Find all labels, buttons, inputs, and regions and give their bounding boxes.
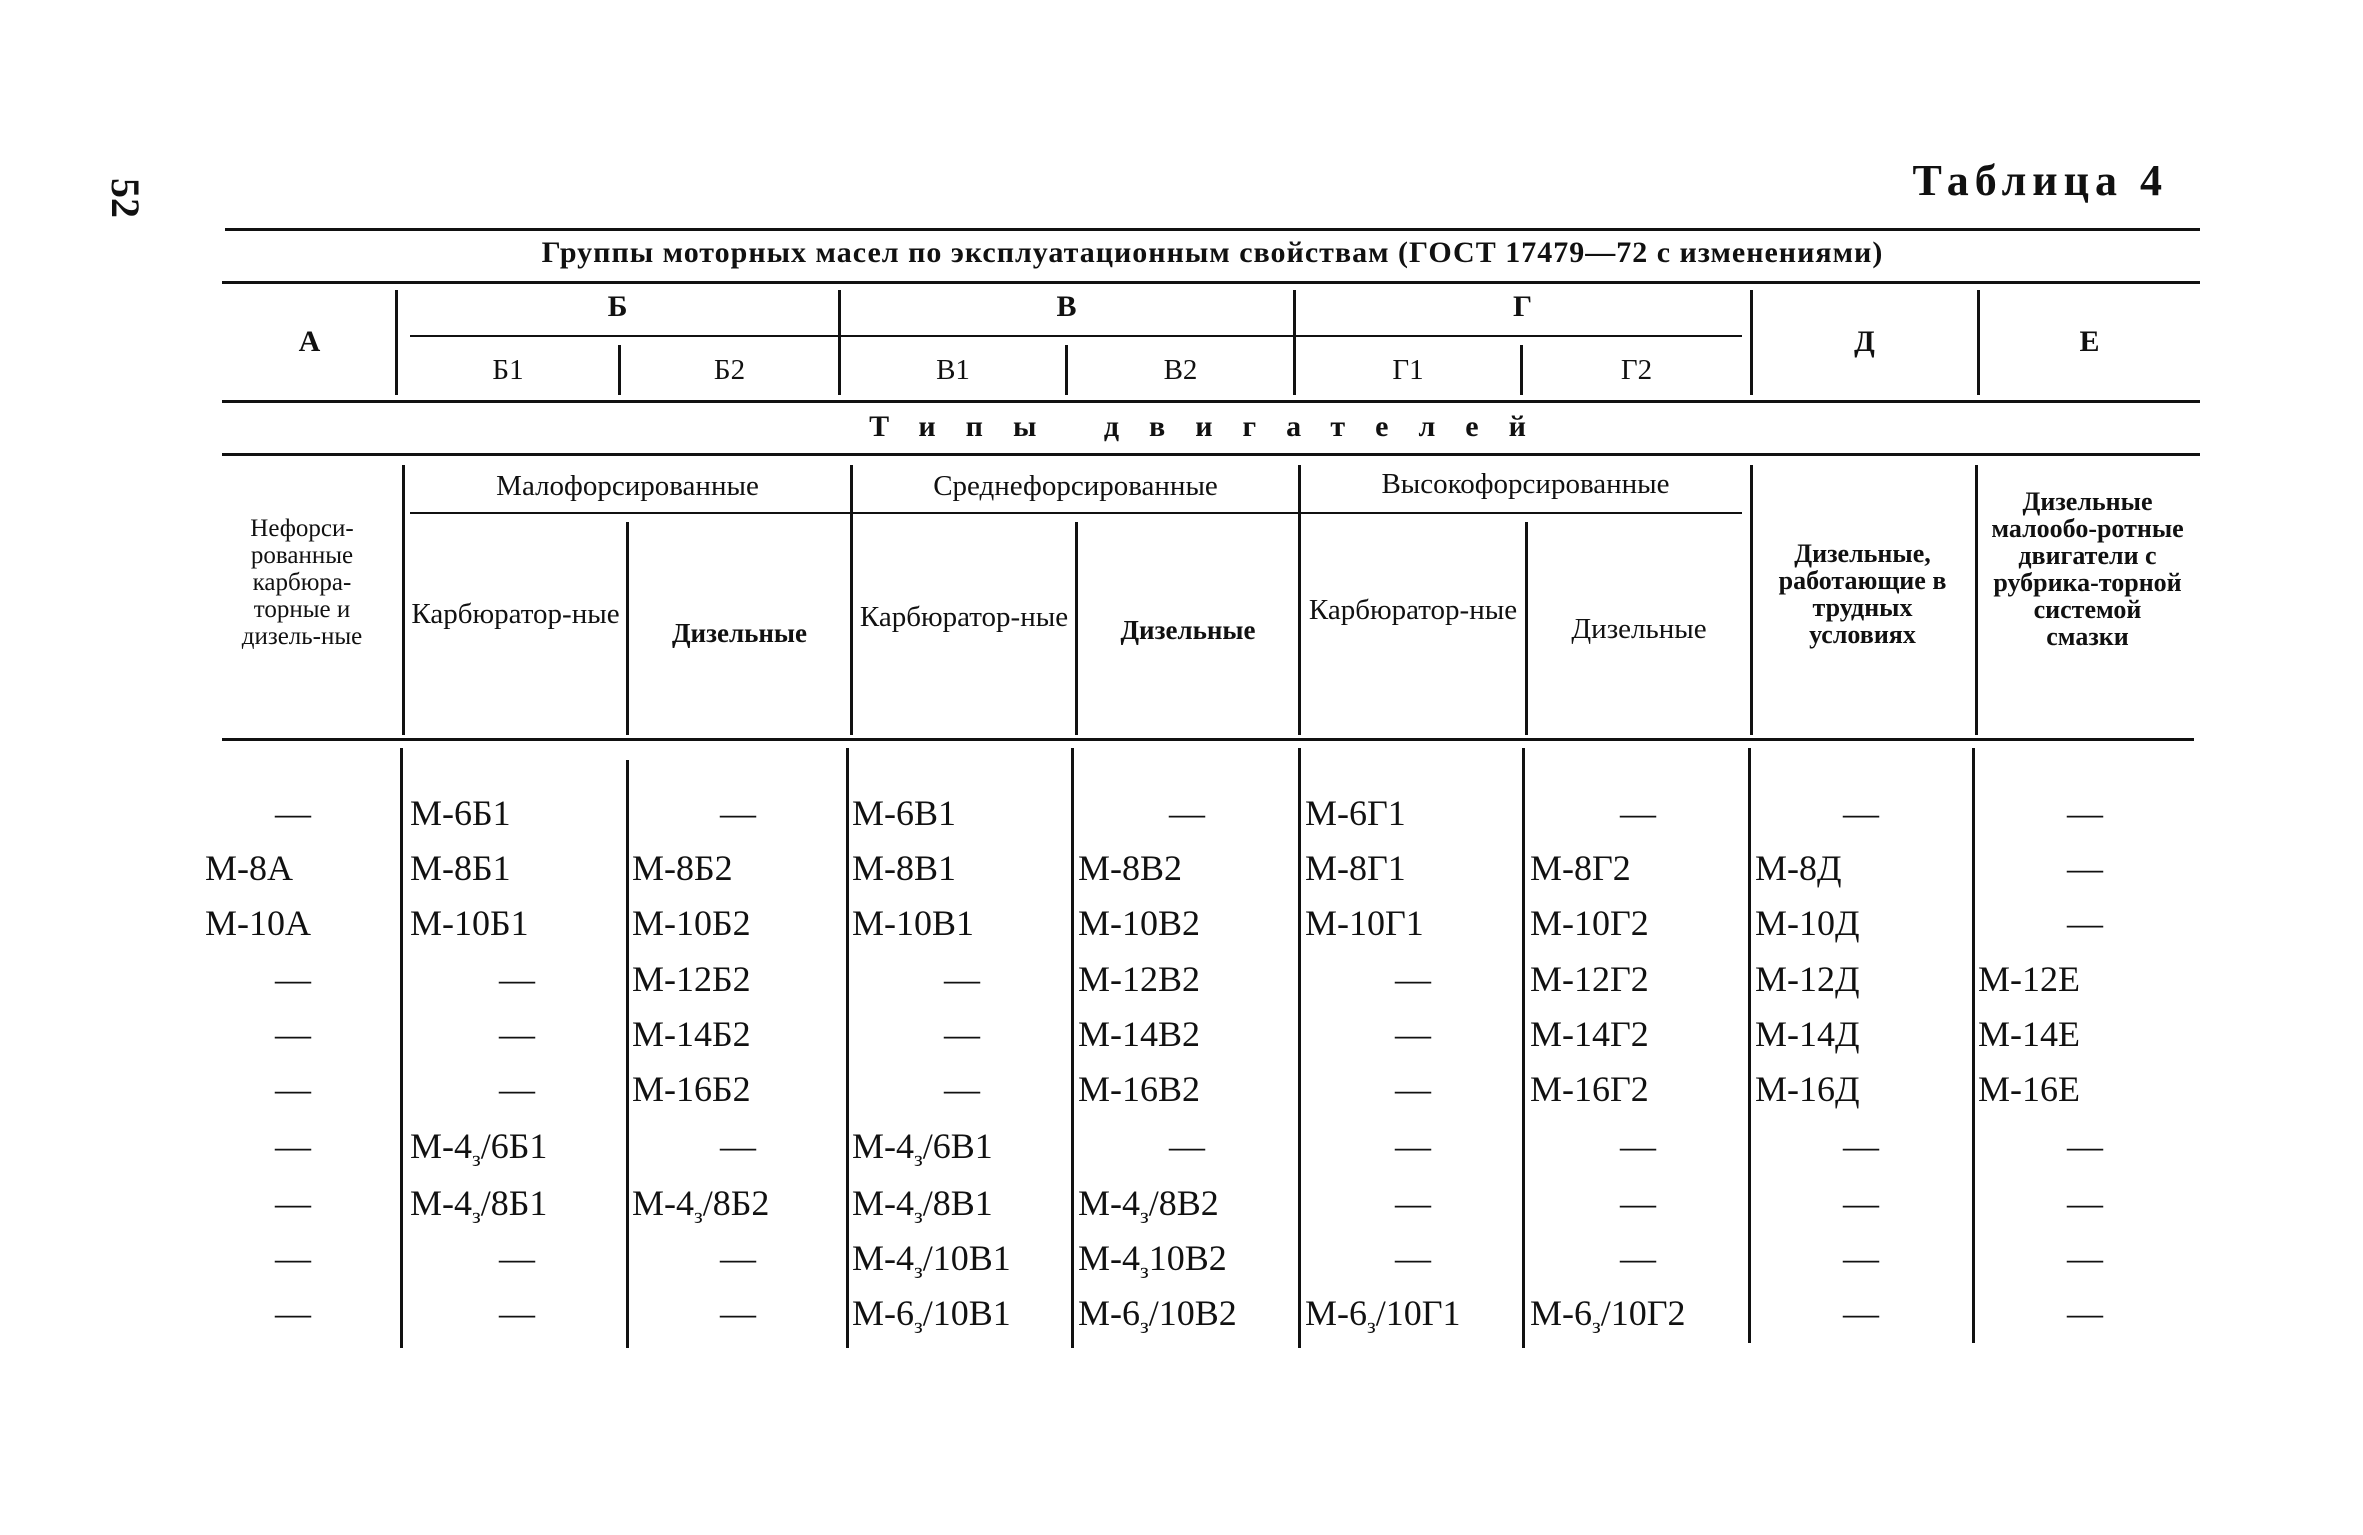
table-cell: М-6В1 [852,793,957,833]
rule-groups-end [222,400,2200,403]
engine-low-carb: Карбюратор-ные [411,598,620,630]
group-v: В [1056,290,1078,323]
table-cell: — [2067,903,2103,943]
table-cell: М-10Б2 [632,903,751,943]
table-cell: — [1395,1014,1431,1054]
table-cell: — [2067,1238,2103,1278]
table-cell: — [1169,793,1205,833]
table-cell: М-16Е [1978,1069,2080,1109]
table-cell: — [2067,1126,2103,1166]
vline [1975,465,1978,735]
table-cell: — [1620,1126,1656,1166]
table-cell: — [1843,1126,1879,1166]
table-cell: — [944,959,980,999]
table-cell: М-8В1 [852,848,957,888]
table-cell: М-8Г1 [1305,848,1406,888]
table-cell: $М-4_з/10В1$ [852,1238,1011,1284]
vline [850,465,853,735]
table-cell: М-10В1 [852,903,975,943]
group-b1: Б1 [492,354,524,386]
table-cell: М-6Б1 [410,793,511,833]
table-cell: М-14В2 [1078,1014,1201,1054]
table-cell: М-10В2 [1078,903,1201,943]
table-cell: М-10Б1 [410,903,529,943]
table-cell: М-8Б2 [632,848,733,888]
rule-top [225,228,2200,231]
page-number: 52 [103,178,148,218]
group-g1: Г1 [1392,354,1424,386]
group-b: Б [607,290,629,323]
table-cell: — [499,959,535,999]
vline [1972,748,1975,1343]
engine-mid-diesel: Дизельные [1120,615,1256,645]
engine-low-label: Малофорсированные [496,470,759,502]
table-cell: — [1843,1293,1879,1333]
table-cell: — [1620,793,1656,833]
table-cell: — [1395,959,1431,999]
group-v2: В2 [1163,354,1198,386]
table-cell: М-8Д [1755,848,1842,888]
table-cell: М-14Д [1755,1014,1860,1054]
table-cell: — [720,1126,756,1166]
table-cell: — [1169,1126,1205,1166]
table-cell: М-14Б2 [632,1014,751,1054]
table-cell: — [1843,1238,1879,1278]
table-cell: — [499,1069,535,1109]
table-cell: — [275,793,311,833]
table-cell: — [944,1014,980,1054]
vline [846,748,849,1348]
table-cell: $М-4_з10В2$ [1078,1238,1227,1284]
vline [626,760,629,1348]
table-cell: — [2067,1293,2103,1333]
rule-forced-sub [410,512,1742,514]
table-cell: $М-4_з/6Б1$ [410,1126,548,1172]
table-cell: М-10Г1 [1305,903,1424,943]
table-cell: — [1395,1126,1431,1166]
table-cell: — [499,1014,535,1054]
table-cell: М-8Г2 [1530,848,1631,888]
table-cell: М-12В2 [1078,959,1201,999]
rule-groups-bottom [222,281,2200,284]
engine-low-diesel: Дизельные [671,618,807,648]
table-cell: М-12Б2 [632,959,751,999]
group-v1: В1 [936,354,970,386]
vline [1750,465,1753,735]
table-cell: М-16Б2 [632,1069,751,1109]
vline [1748,748,1751,1343]
engine-d-label: Дизельные, работающие в трудных условиях [1778,539,1947,649]
table-cell: М-6Г1 [1305,793,1406,833]
group-g2: Г2 [1620,354,1653,386]
table-cell: $М-4_з/8Б2$ [632,1183,770,1229]
table-cell: М-10Г2 [1530,903,1649,943]
group-g: Г [1512,290,1534,323]
table-cell: М-16Д [1755,1069,1860,1109]
table-cell: — [1395,1069,1431,1109]
table-cell: — [1620,1238,1656,1278]
table-cell: — [499,1238,535,1278]
table-cell: — [1395,1183,1431,1223]
group-b2: Б2 [713,354,746,386]
table-label: Таблица 4 [1912,156,2168,205]
table-cell: М-10Д [1755,903,1860,943]
table-cell: $М-6_з/10В1$ [852,1293,1011,1339]
table-cell: — [275,1069,311,1109]
table-cell: — [720,1238,756,1278]
engine-types-title: Типы двигателей [869,410,1556,443]
groups-title: Группы моторных масел по эксплуатационным свойствам (ГОСТ 17479—72 с изменениями) [541,236,1884,269]
table-cell: М-14Е [1978,1014,2080,1054]
table-cell: М-16В2 [1078,1069,1201,1109]
table-cell: — [275,1293,311,1333]
table-cell: — [2067,1183,2103,1223]
table-cell: М-12Д [1755,959,1860,999]
table-cell: $М-4_з/6В1$ [852,1126,993,1172]
vline [400,748,403,1348]
table-cell: М-12Е [1978,959,2080,999]
group-e: Е [2079,325,2101,358]
engine-mid-carb: Карбюратор-ные [859,601,1069,633]
table-cell: М-8В2 [1078,848,1183,888]
group-d: Д [1854,325,1876,358]
rule-types-bottom [222,453,2200,456]
table-cell: $М-4_з/8Б1$ [410,1183,548,1229]
table-cell: — [275,1126,311,1166]
table-cell: $М-4_з/8В2$ [1078,1183,1219,1229]
table-cell: $М-4_з/8В1$ [852,1183,993,1229]
group-a: А [298,325,322,358]
table-cell: $М-6_з/10В2$ [1078,1293,1237,1339]
table-cell: — [1620,1183,1656,1223]
table-cell: $М-6_з/10Г1$ [1305,1293,1461,1339]
table-cell: — [720,1293,756,1333]
table-cell: М-8Б1 [410,848,511,888]
table-cell: — [720,793,756,833]
engine-high-diesel: Дизельные [1571,613,1707,645]
table-cell: — [1843,793,1879,833]
table-cell: М-16Г2 [1530,1069,1649,1109]
vline [1522,748,1525,1348]
table-cell: — [2067,848,2103,888]
rule-bvg-sub [410,335,1742,337]
table-cell: М-10А [205,903,311,943]
table-cell: — [1395,1238,1431,1278]
table-cell: — [1843,1183,1879,1223]
engine-high-label: Высокофорсированные [1381,468,1670,500]
engine-a-label: Нефорси-рованные карбюра-торные и дизель-ные [241,515,363,650]
table-cell: — [275,1183,311,1223]
engine-e-label: Дизельные малообо-ротные двигатели с рубрика-торной системой смазки [1991,487,2184,651]
vline [1298,748,1301,1348]
table-cell: М-8А [205,848,293,888]
table-cell: — [275,959,311,999]
table-cell: $М-6_з/10Г2$ [1530,1293,1686,1339]
rule-header-bottom [222,738,2194,741]
engine-high-carb: Карбюратор-ные [1308,594,1518,626]
table-cell: М-12Г2 [1530,959,1649,999]
table-cell: М-14Г2 [1530,1014,1649,1054]
table-cell: — [499,1293,535,1333]
table-cell: — [2067,793,2103,833]
table-cell: — [275,1014,311,1054]
table-cell: — [944,1069,980,1109]
engine-mid-label: Среднефорсированные [933,470,1218,502]
table-cell: — [275,1238,311,1278]
